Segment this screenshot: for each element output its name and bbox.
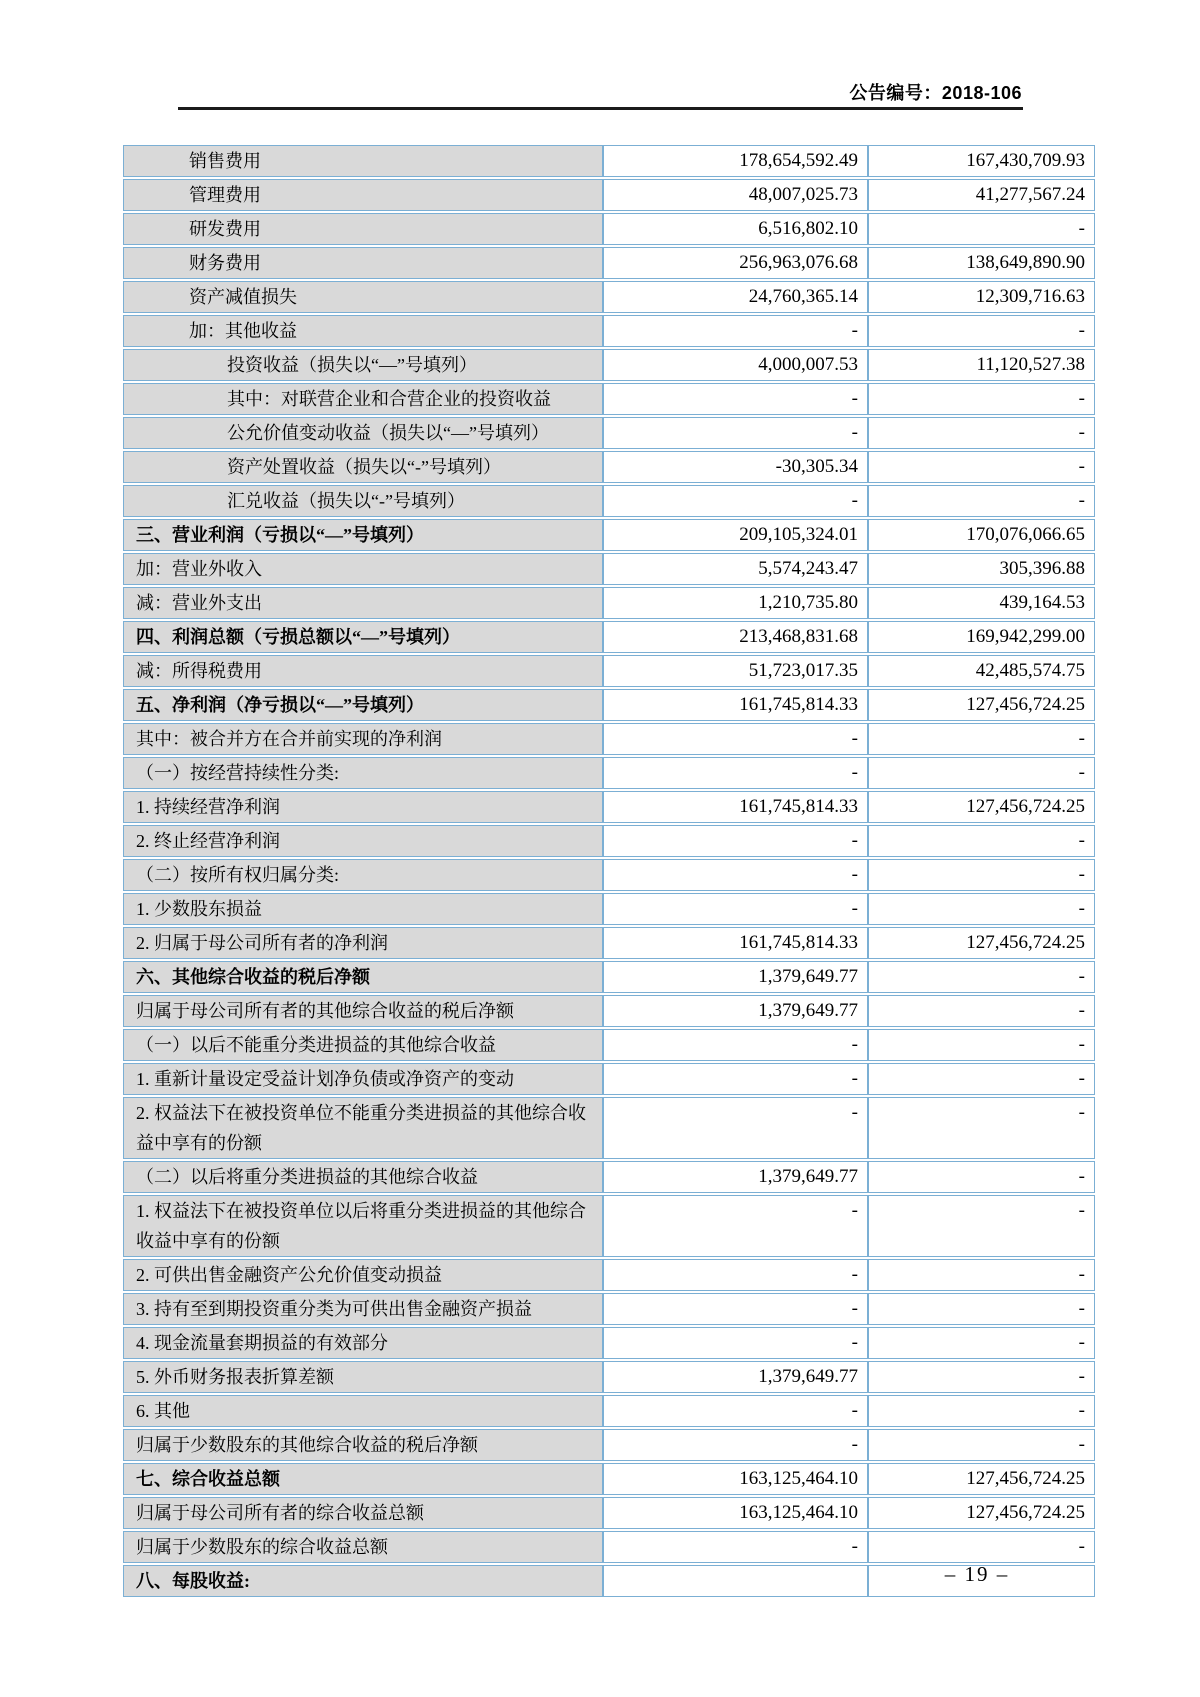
current-period-value: - xyxy=(603,859,868,891)
row-label: （一）按经营持续性分类: xyxy=(123,757,603,789)
prior-period-value: - xyxy=(868,485,1095,517)
current-period-value: - xyxy=(603,315,868,347)
current-period-value: - xyxy=(603,1029,868,1061)
table-row xyxy=(123,451,1095,483)
row-label: （二）以后将重分类进损益的其他综合收益 xyxy=(123,1161,603,1193)
table-row xyxy=(123,247,1095,279)
table-row xyxy=(123,825,1095,857)
current-period-value xyxy=(603,1565,868,1597)
table-row xyxy=(123,349,1095,381)
table-row xyxy=(123,587,1095,619)
prior-period-value: 167,430,709.93 xyxy=(868,145,1095,177)
current-period-value: - xyxy=(603,1195,868,1257)
prior-period-value: - xyxy=(868,1395,1095,1427)
row-label: 减：所得税费用 xyxy=(123,655,603,687)
income-statement-table xyxy=(123,145,1095,1597)
prior-period-value: - xyxy=(868,383,1095,415)
row-label: （二）按所有权归属分类: xyxy=(123,859,603,891)
current-period-value: 1,379,649.77 xyxy=(603,1161,868,1193)
row-label: 财务费用 xyxy=(123,247,603,279)
current-period-value: 256,963,076.68 xyxy=(603,247,868,279)
prior-period-value: 11,120,527.38 xyxy=(868,349,1095,381)
current-period-value: -30,305.34 xyxy=(603,451,868,483)
current-period-value: - xyxy=(603,1063,868,1095)
row-label: 加：营业外收入 xyxy=(123,553,603,585)
table-row xyxy=(123,1161,1095,1193)
prior-period-value: 127,456,724.25 xyxy=(868,689,1095,721)
table-row xyxy=(123,1531,1095,1563)
table-row xyxy=(123,1259,1095,1291)
current-period-value: 6,516,802.10 xyxy=(603,213,868,245)
prior-period-value: - xyxy=(868,1259,1095,1291)
prior-period-value: - xyxy=(868,451,1095,483)
row-label: 减：营业外支出 xyxy=(123,587,603,619)
current-period-value: 4,000,007.53 xyxy=(603,349,868,381)
table-row xyxy=(123,1029,1095,1061)
row-label: 5. 外币财务报表折算差额 xyxy=(123,1361,603,1393)
current-period-value: 5,574,243.47 xyxy=(603,553,868,585)
row-label: 1. 持续经营净利润 xyxy=(123,791,603,823)
current-period-value: 1,210,735.80 xyxy=(603,587,868,619)
current-period-value: 163,125,464.10 xyxy=(603,1463,868,1495)
income-table-body xyxy=(123,145,1095,1597)
row-label: 销售费用 xyxy=(123,145,603,177)
table-row xyxy=(123,1195,1095,1257)
prior-period-value: 127,456,724.25 xyxy=(868,791,1095,823)
page-number: – 19 – xyxy=(944,1562,1010,1586)
prior-period-value: 439,164.53 xyxy=(868,587,1095,619)
table-row xyxy=(123,1063,1095,1095)
header-rule xyxy=(178,107,1023,110)
row-label: 六、其他综合收益的税后净额 xyxy=(123,961,603,993)
prior-period-value: 169,942,299.00 xyxy=(868,621,1095,653)
prior-period-value: - xyxy=(868,995,1095,1027)
prior-period-value: - xyxy=(868,1195,1095,1257)
row-label: 其中：被合并方在合并前实现的净利润 xyxy=(123,723,603,755)
current-period-value: - xyxy=(603,825,868,857)
current-period-value: - xyxy=(603,1429,868,1461)
current-period-value: 24,760,365.14 xyxy=(603,281,868,313)
prior-period-value: - xyxy=(868,1361,1095,1393)
table-row xyxy=(123,485,1095,517)
table-row xyxy=(123,995,1095,1027)
prior-period-value: 127,456,724.25 xyxy=(868,927,1095,959)
table-row xyxy=(123,859,1095,891)
table-row xyxy=(123,179,1095,211)
row-label: 4. 现金流量套期损益的有效部分 xyxy=(123,1327,603,1359)
prior-period-value: 170,076,066.65 xyxy=(868,519,1095,551)
prior-period-value: - xyxy=(868,1161,1095,1193)
current-period-value: - xyxy=(603,757,868,789)
table-row xyxy=(123,213,1095,245)
current-period-value: 163,125,464.10 xyxy=(603,1497,868,1529)
prior-period-value: 42,485,574.75 xyxy=(868,655,1095,687)
prior-period-value: 127,456,724.25 xyxy=(868,1497,1095,1529)
row-label: 6. 其他 xyxy=(123,1395,603,1427)
row-label: 研发费用 xyxy=(123,213,603,245)
current-period-value: 178,654,592.49 xyxy=(603,145,868,177)
row-label: 归属于母公司所有者的综合收益总额 xyxy=(123,1497,603,1529)
prior-period-value: 138,649,890.90 xyxy=(868,247,1095,279)
current-period-value: 161,745,814.33 xyxy=(603,689,868,721)
prior-period-value: 41,277,567.24 xyxy=(868,179,1095,211)
prior-period-value: - xyxy=(868,417,1095,449)
table-row xyxy=(123,383,1095,415)
current-period-value: - xyxy=(603,1395,868,1427)
row-label: （一）以后不能重分类进损益的其他综合收益 xyxy=(123,1029,603,1061)
prior-period-value: 127,456,724.25 xyxy=(868,1463,1095,1495)
table-row xyxy=(123,757,1095,789)
prior-period-value: - xyxy=(868,961,1095,993)
prior-period-value: - xyxy=(868,1531,1095,1563)
row-label: 2. 可供出售金融资产公允价值变动损益 xyxy=(123,1259,603,1291)
row-label: 2. 权益法下在被投资单位不能重分类进损益的其他综合收益中享有的份额 xyxy=(123,1097,603,1159)
table-row xyxy=(123,621,1095,653)
current-period-value: 1,379,649.77 xyxy=(603,995,868,1027)
row-label: 1. 权益法下在被投资单位以后将重分类进损益的其他综合收益中享有的份额 xyxy=(123,1195,603,1257)
row-label: 三、营业利润（亏损以“—”号填列） xyxy=(123,519,603,551)
current-period-value: - xyxy=(603,383,868,415)
table-row xyxy=(123,655,1095,687)
current-period-value: - xyxy=(603,485,868,517)
current-period-value: 161,745,814.33 xyxy=(603,791,868,823)
table-row xyxy=(123,1097,1095,1159)
prior-period-value: 305,396.88 xyxy=(868,553,1095,585)
prior-period-value: - xyxy=(868,825,1095,857)
row-label: 八、每股收益: xyxy=(123,1565,603,1597)
current-period-value: 51,723,017.35 xyxy=(603,655,868,687)
prior-period-value: - xyxy=(868,315,1095,347)
row-label: 其中：对联营企业和合营企业的投资收益 xyxy=(123,383,603,415)
announcement-number: 公告编号：2018-106 xyxy=(849,83,1022,103)
current-period-value: 213,468,831.68 xyxy=(603,621,868,653)
row-label: 1. 少数股东损益 xyxy=(123,893,603,925)
table-row xyxy=(123,893,1095,925)
prior-period-value: - xyxy=(868,1429,1095,1461)
table-row xyxy=(123,417,1095,449)
table-row xyxy=(123,519,1095,551)
table-row xyxy=(123,145,1095,177)
table-row xyxy=(123,1395,1095,1427)
prior-period-value: - xyxy=(868,1097,1095,1159)
row-label: 汇兑收益（损失以“-”号填列） xyxy=(123,485,603,517)
prior-period-value: - xyxy=(868,893,1095,925)
current-period-value: 161,745,814.33 xyxy=(603,927,868,959)
row-label: 2. 终止经营净利润 xyxy=(123,825,603,857)
row-label: 五、净利润（净亏损以“—”号填列） xyxy=(123,689,603,721)
current-period-value: - xyxy=(603,1293,868,1325)
current-period-value: 1,379,649.77 xyxy=(603,1361,868,1393)
current-period-value: 48,007,025.73 xyxy=(603,179,868,211)
table-row xyxy=(123,689,1095,721)
row-label: 投资收益（损失以“—”号填列） xyxy=(123,349,603,381)
row-label: 四、利润总额（亏损总额以“—”号填列） xyxy=(123,621,603,653)
table-row xyxy=(123,281,1095,313)
table-row xyxy=(123,1361,1095,1393)
table-row xyxy=(123,1463,1095,1495)
table-row xyxy=(123,315,1095,347)
row-label: 归属于少数股东的其他综合收益的税后净额 xyxy=(123,1429,603,1461)
row-label: 2. 归属于母公司所有者的净利润 xyxy=(123,927,603,959)
table-row xyxy=(123,1327,1095,1359)
table-row xyxy=(123,723,1095,755)
current-period-value: 1,379,649.77 xyxy=(603,961,868,993)
row-label: 资产处置收益（损失以“-”号填列） xyxy=(123,451,603,483)
prior-period-value: - xyxy=(868,757,1095,789)
current-period-value: - xyxy=(603,1327,868,1359)
current-period-value: 209,105,324.01 xyxy=(603,519,868,551)
table-row xyxy=(123,1429,1095,1461)
prior-period-value: 12,309,716.63 xyxy=(868,281,1095,313)
prior-period-value: - xyxy=(868,1063,1095,1095)
prior-period-value: - xyxy=(868,723,1095,755)
prior-period-value: - xyxy=(868,1293,1095,1325)
table-row xyxy=(123,1497,1095,1529)
table-row xyxy=(123,791,1095,823)
table-row xyxy=(123,961,1095,993)
table-row xyxy=(123,553,1095,585)
row-label: 加：其他收益 xyxy=(123,315,603,347)
table-row xyxy=(123,927,1095,959)
prior-period-value: - xyxy=(868,213,1095,245)
current-period-value: - xyxy=(603,1097,868,1159)
table-row xyxy=(123,1293,1095,1325)
prior-period-value: - xyxy=(868,1029,1095,1061)
row-label: 归属于母公司所有者的其他综合收益的税后净额 xyxy=(123,995,603,1027)
current-period-value: - xyxy=(603,1259,868,1291)
current-period-value: - xyxy=(603,723,868,755)
row-label: 管理费用 xyxy=(123,179,603,211)
prior-period-value: - xyxy=(868,1327,1095,1359)
current-period-value: - xyxy=(603,417,868,449)
row-label: 3. 持有至到期投资重分类为可供出售金融资产损益 xyxy=(123,1293,603,1325)
current-period-value: - xyxy=(603,1531,868,1563)
current-period-value: - xyxy=(603,893,868,925)
row-label: 1. 重新计量设定受益计划净负债或净资产的变动 xyxy=(123,1063,603,1095)
row-label: 公允价值变动收益（损失以“—”号填列） xyxy=(123,417,603,449)
row-label: 七、综合收益总额 xyxy=(123,1463,603,1495)
prior-period-value: - xyxy=(868,859,1095,891)
row-label: 归属于少数股东的综合收益总额 xyxy=(123,1531,603,1563)
row-label: 资产减值损失 xyxy=(123,281,603,313)
